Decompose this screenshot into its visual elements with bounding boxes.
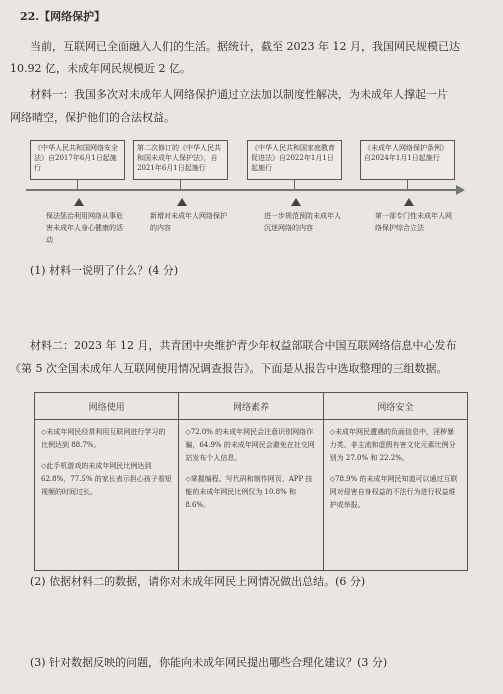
question-title: 【网络保护】 <box>39 10 106 23</box>
header-network-literacy: 网络素养 <box>179 393 323 420</box>
timeline-desc-2024: 第一部专门性未成年人网络保护综合立法 <box>375 212 452 232</box>
timeline-axis <box>26 189 460 191</box>
cell-network-use <box>35 420 179 571</box>
list-item: ◇78.9% 的未成年网民知道可以通过互联网对侵害自身权益的不法行为进行权益维护或举报。 <box>329 475 458 509</box>
timeline-desc-2017: 保法惩治利用网络从事危害未成年人身心健康的活动 <box>46 212 123 244</box>
timeline-desc-2021: 新增对未成年人网络保护的内容 <box>150 212 227 232</box>
list-item: ◇未成年网民经常利用互联网进行学习的比例达到 88.7%。 <box>41 428 166 449</box>
sub-question-3: (3) 针对数据反映的问题，你能向未成年网民提出哪些合理化建议？(3 分) <box>30 656 388 669</box>
material1-line-2: 网络晴空，保护他们的合法权益。 <box>10 111 175 124</box>
sub-question-2: (2) 依据材料二的数据，请你对未成年网民上网情况做出总结。(6 分) <box>30 575 366 588</box>
question-number: 22. <box>20 10 40 23</box>
list-item: ◇72.0% 的未成年网民会注意识别网络诈骗，64.9% 的未成年网民会避免在社交网站发布个人信息。 <box>185 428 315 462</box>
material2-line-1: 材料二：2023 年 12 月，共青团中央维护青少年权益部联合中国互联网络信息中心发布 <box>30 339 457 352</box>
timeline-box-2021: 第二次修订的《中华人民共和国未成年人保护法》，自2021年6月1日起施行 <box>133 140 228 180</box>
intro-line-1: 当前，互联网已全面融入人们的生活。据统计，截至 2023 年 12 月，我国网民规模已达 <box>30 40 460 53</box>
question-number-title <box>20 10 105 24</box>
timeline-box-2024: 《未成年人网络保护条例》自2024年1月1日起施行 <box>360 140 455 180</box>
cell-network-security <box>323 420 467 571</box>
triangle-marker-icon <box>404 198 414 206</box>
material2-line-2: 《第 5 次全国未成年人互联网使用情况调查报告》。下面是从报告中选取整理的三组数据。 <box>10 362 448 375</box>
timeline-box-2022: 《中华人民共和国家庭教育促进法》自2022年1月1日起施行 <box>247 140 342 180</box>
table-row <box>35 420 468 571</box>
triangle-marker-icon <box>291 198 301 206</box>
timeline-box-2017: 《中华人民共和国网络安全法》自2017年6月1日起施行 <box>30 140 125 180</box>
timeline-arrow-icon <box>456 185 465 195</box>
list-item: ◇掌握编程、写代码和制作网页、APP 技能的未成年网民比例仅为 10.8% 和 8.6%。 <box>185 475 313 509</box>
sub-question-1: (1) 材料一说明了什么？(4 分) <box>30 264 179 277</box>
list-item: ◇未成年网民遭遇的负面信息中，淫秽暴力类、非主流和虚假有害文化元素比例分别为 27.0% 和 22.2%。 <box>329 428 456 462</box>
timeline-desc-2022: 进一步规范预防未成年人沉迷网络的内容 <box>264 212 341 232</box>
cell-network-literacy <box>179 420 323 571</box>
list-item: ◇此手机游戏的未成年网民比例达到 62.8%，77.5% 的家长表示担心孩子看短视频的时间过长。 <box>41 462 172 496</box>
survey-data-table <box>34 392 468 571</box>
triangle-marker-icon <box>177 198 187 206</box>
intro-line-2: 10.92 亿，未成年网民规模近 2 亿。 <box>10 62 191 75</box>
header-network-security: 网络安全 <box>323 393 467 420</box>
header-network-use: 网络使用 <box>35 393 179 420</box>
table-header-row <box>35 393 468 420</box>
material1-line-1: 材料一：我国多次对未成年人网络保护通过立法加以制度性解决，为未成年人撑起一片 <box>30 88 448 101</box>
triangle-marker-icon <box>74 198 84 206</box>
